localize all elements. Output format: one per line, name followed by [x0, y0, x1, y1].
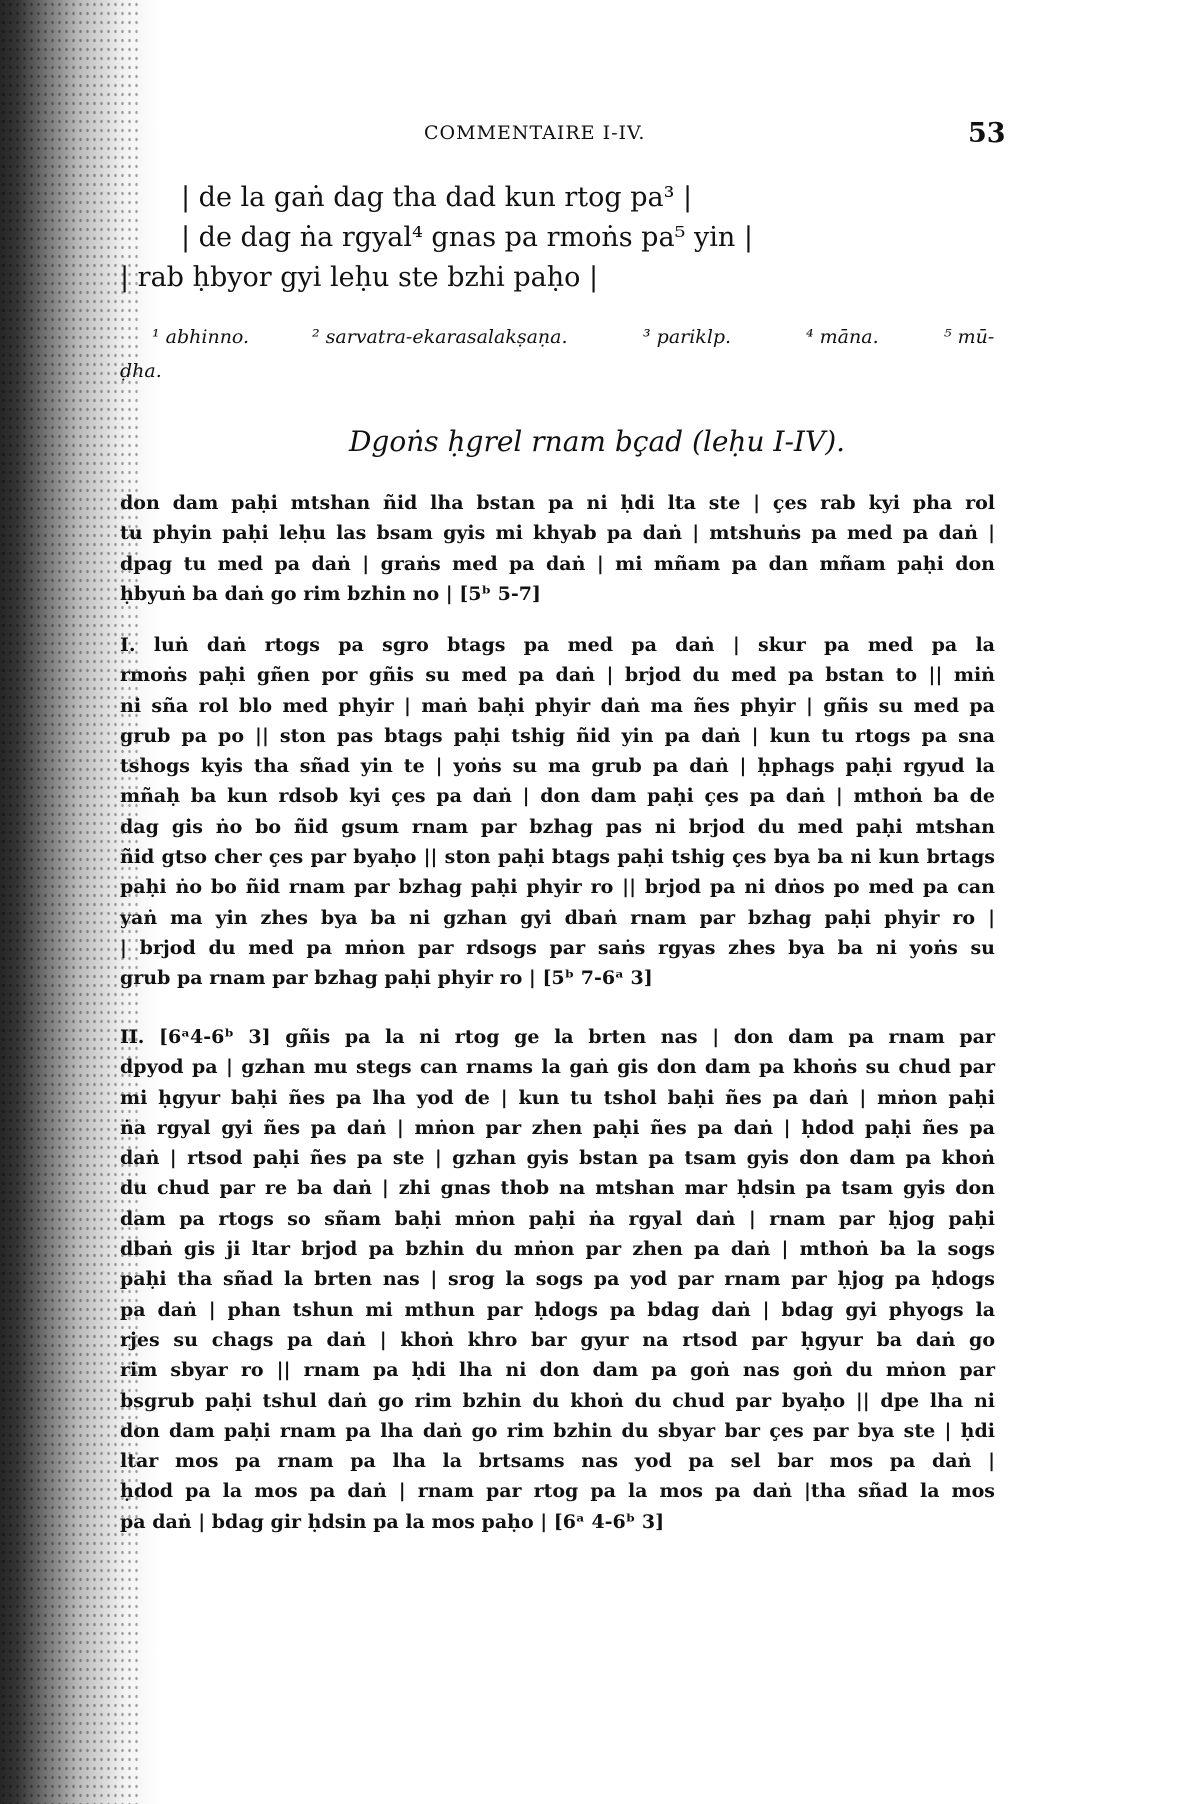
text-line: rim sbyar ro || rnam pa ḥdi lha ni don dam pa goṅ nas goṅ du mṅon par [120, 1359, 995, 1382]
footnote: ⁴ māna. [806, 326, 879, 348]
text-line: tshogs kyis tha sñad yin te | yoṅs su ma grub pa daṅ | ḥphags paḥi rgyud la [120, 755, 995, 778]
text-line: II. [6ᵃ4-6ᵇ 3] gñis pa la ni rtog ge la brten nas | don dam pa rnam par [120, 1026, 995, 1048]
text-line: paḥi ṅo bo ñid rnam par bzhag paḥi phyir ro || brjod pa ni dṅos po med pa can [120, 876, 995, 899]
verse-line: | de dag ṅa rgyal⁴ gnas pa rmoṅs pa⁵ yin | [181, 222, 753, 253]
text-line: paḥi tha sñad la brten nas | srog la sogs pa yod par rnam par ḥjog pa ḥdogs [120, 1268, 995, 1291]
text-line: rmoṅs paḥi gñen por gñis su med pa daṅ | brjod du med pa bstan to || miṅ [120, 664, 995, 687]
text-line: ḥbyuṅ ba daṅ go rim bzhin no | [5ᵇ 5-7] [120, 582, 541, 605]
text-line: ltar mos pa rnam pa lha la brtsams nas yod pa sel bar mos pa daṅ | [120, 1450, 995, 1473]
text-line: du chud par re ba daṅ | zhi gnas thob na mtshan mar ḥdsin pa tsam gyis don [120, 1177, 995, 1200]
footnote: ¹ abhinno. [152, 326, 250, 348]
text-line: yaṅ ma yin zhes bya ba ni gzhan gyi dbaṅ rnam par bzhag paḥi phyir ro | [120, 906, 995, 929]
page-edge-speckle [0, 0, 140, 1804]
text-line: ṅa rgyal gyi ñes pa daṅ | mṅon par zhen paḥi ñes pa daṅ | ḥdod paḥi ñes pa [120, 1116, 995, 1139]
text-line: I. luṅ daṅ rtogs pa sgro btags pa med pa daṅ | skur pa med pa la [120, 634, 995, 656]
text-line: daṅ | rtsod paḥi ñes pa ste | gzhan gyis bstan pa tsam gyis don dam pa khoṅ [120, 1147, 995, 1170]
text-line: mñaḥ ba kun rdsob kyi çes pa daṅ | don dam paḥi çes pa daṅ | mthoṅ ba de [120, 785, 995, 808]
text-line: dam pa rtogs so sñam baḥi mṅon paḥi ṅa rgyal daṅ | rnam par ḥjog paḥi [120, 1207, 995, 1230]
text-line: bsgrub paḥi tshul daṅ go rim bzhin du khoṅ du chud par byaḥo || dpe lha ni [120, 1389, 995, 1412]
running-title: COMMENTAIRE I-IV. [424, 122, 646, 144]
text-line: dpag tu med pa daṅ | graṅs med pa daṅ | mi mñam pa dan mñam paḥi don [120, 552, 995, 575]
text-line: grub pa po || ston pas btags paḥi tshig ñid yin pa daṅ | kun tu rtogs pa sna [120, 724, 995, 747]
text-line: grub pa rnam par bzhag paḥi phyir ro | [5ᵇ 7-6ᵃ 3] [120, 967, 653, 990]
text-line: mi ḥgyur baḥi ñes pa lha yod de | kun tu tshol baḥi ñes pa daṅ | mṅon paḥi [120, 1086, 995, 1109]
text-line: dbaṅ gis ji ltar brjod pa bzhin du mṅon par zhen pa daṅ | mthoṅ ba la sogs [120, 1238, 995, 1261]
footnote: ḍha. [120, 360, 162, 382]
text-line: rjes su chags pa daṅ | khoṅ khro bar gyur na rtsod par ḥgyur ba daṅ go [120, 1328, 995, 1351]
text-line: dpyod pa | gzhan mu stegs can rnams la gaṅ gis don dam pa khoṅs su chud par [120, 1056, 995, 1079]
verse-line: | rab ḥbyor gyi leḥu ste bzhi paḥo | [120, 262, 599, 293]
text-line: dag gis ṅo bo ñid gsum rnam par bzhag pas ni brjod du med paḥi mtshan [120, 815, 995, 838]
text-line: pa daṅ | phan tshun mi mthun par ḥdogs pa bdag daṅ | bdag gyi phyogs la [120, 1298, 995, 1321]
text-line: don dam paḥi mtshan ñid lha bstan pa ni ḥdi lta ste | çes rab kyi pha rol [120, 492, 995, 514]
text-line: ḥdod pa la mos pa daṅ | rnam par rtog pa la mos pa daṅ |tha sñad la mos [120, 1480, 995, 1503]
text-line: ni sña rol blo med phyir | maṅ baḥi phyir daṅ ma ñes phyir | gñis su med pa [120, 694, 995, 717]
page-number: 53 [968, 118, 1006, 149]
text-line: ñid gtso cher çes par byaḥo || ston paḥi btags paḥi tshig çes bya ba ni kun brtags [120, 846, 995, 869]
paragraph [120, 1022, 995, 1537]
verse-line: | de la gaṅ dag tha dad kun rtog pa³ | [181, 182, 693, 213]
footnote: ³ pariklp. [643, 326, 732, 348]
text-line: don dam paḥi rnam pa lha daṅ go rim bzhin du sbyar bar çes par bya ste | ḥdi [120, 1419, 995, 1442]
text-line: | brjod du med pa mṅon par rdsogs par saṅs rgyas zhes bya ba ni yoṅs su [120, 936, 995, 959]
section-title: Dgoṅs ḥgrel rnam bçad (leḥu I-IV). [348, 425, 846, 458]
page-header [0, 118, 1194, 158]
text-line: tu phyin paḥi leḥu las bsam gyis mi khyab pa daṅ | mtshuṅs pa med pa daṅ | [120, 522, 995, 545]
paragraph [120, 488, 995, 609]
paragraph [120, 630, 995, 994]
text-line: pa daṅ | bdag gir ḥdsin pa la mos paḥo | [6ᵃ 4-6ᵇ 3] [120, 1510, 665, 1533]
footnote: ² sarvatra-ekarasalakṣaṇa. [312, 326, 568, 348]
footnote: ⁵ mū- [944, 326, 995, 348]
